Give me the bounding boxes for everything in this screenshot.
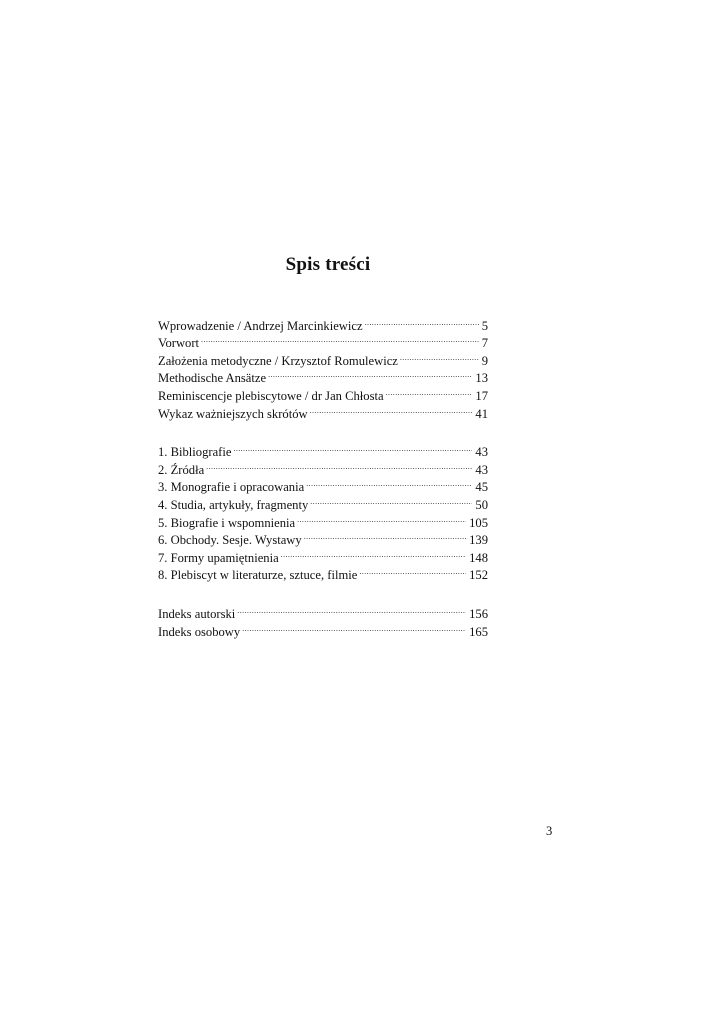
dot-leader bbox=[281, 544, 466, 562]
toc-entry-page: 9 bbox=[481, 353, 488, 368]
toc-entry-title: Indeks autorski bbox=[158, 606, 236, 621]
toc-entry-page: 43 bbox=[475, 445, 488, 460]
toc-entry-page: 5 bbox=[481, 318, 488, 333]
dot-leader bbox=[242, 618, 466, 636]
toc-entry-title: 7. Formy upamiętnienia bbox=[158, 550, 279, 565]
dot-leader bbox=[310, 491, 472, 509]
toc-entry-title: Vorwort bbox=[158, 336, 200, 351]
toc-entry-page: 13 bbox=[475, 371, 488, 386]
toc-entry-title: 2. Źródła bbox=[158, 462, 205, 477]
toc-entry-title: Reminiscencje plebiscytowe / dr Jan Chłosta bbox=[158, 388, 384, 403]
toc-group-introduction bbox=[158, 312, 488, 421]
dot-leader bbox=[201, 330, 479, 348]
dot-leader bbox=[268, 365, 472, 383]
dot-leader bbox=[206, 456, 472, 474]
dot-leader bbox=[233, 439, 472, 457]
toc-entry[interactable] bbox=[158, 600, 488, 621]
toc-group-chapters bbox=[158, 439, 488, 583]
toc-entry[interactable] bbox=[158, 439, 488, 460]
toc-entry[interactable] bbox=[158, 456, 488, 477]
dot-leader bbox=[304, 527, 466, 545]
toc-entry-page: 156 bbox=[469, 606, 488, 621]
toc-entry-page: 43 bbox=[475, 462, 488, 477]
toc-entry-title: Indeks osobowy bbox=[158, 624, 241, 639]
toc-entry[interactable] bbox=[158, 312, 488, 333]
toc-entry[interactable] bbox=[158, 474, 488, 495]
dot-leader bbox=[400, 347, 479, 365]
toc-entry-page: 45 bbox=[475, 480, 488, 495]
toc-entry[interactable] bbox=[158, 347, 488, 368]
toc-entry-title: 4. Studia, artykuły, fragmenty bbox=[158, 497, 309, 512]
toc-entry-page: 139 bbox=[469, 533, 488, 548]
toc-group-indexes bbox=[158, 600, 488, 639]
toc-entry-page: 152 bbox=[469, 568, 488, 583]
table-of-contents bbox=[158, 312, 488, 639]
dot-leader bbox=[310, 400, 473, 418]
dot-leader bbox=[365, 312, 479, 330]
toc-entry-page: 7 bbox=[481, 336, 488, 351]
page-title: Spis treści bbox=[285, 254, 371, 275]
toc-entry-page: 105 bbox=[469, 515, 488, 530]
dot-leader bbox=[297, 509, 466, 527]
dot-leader bbox=[237, 600, 466, 618]
toc-entry[interactable] bbox=[158, 330, 488, 351]
toc-entry-title: Wykaz ważniejszych skrótów bbox=[158, 406, 308, 421]
toc-entry-page: 165 bbox=[469, 624, 488, 639]
dot-leader bbox=[386, 382, 473, 400]
toc-entry-title: 8. Plebiscyt w literaturze, sztuce, filmie bbox=[158, 568, 358, 583]
toc-entry-title: 5. Biografie i wspomnienia bbox=[158, 515, 296, 530]
toc-entry-title: Założenia metodyczne / Krzysztof Romulewicz bbox=[158, 353, 398, 368]
toc-entry-page: 17 bbox=[475, 388, 488, 403]
toc-entry-page: 50 bbox=[475, 497, 488, 512]
toc-entry-title: Methodische Ansätze bbox=[158, 371, 267, 386]
toc-entry-title: 1. Bibliografie bbox=[158, 445, 232, 460]
toc-entry-title: 6. Obchody. Sesje. Wystawy bbox=[158, 533, 302, 548]
page-number: 3 bbox=[546, 824, 553, 838]
toc-entry-title: Wprowadzenie / Andrzej Marcinkiewicz bbox=[158, 318, 363, 333]
toc-entry-title: 3. Monografie i opracowania bbox=[158, 480, 305, 495]
toc-entry-page: 41 bbox=[475, 406, 488, 421]
dot-leader bbox=[359, 562, 466, 580]
dot-leader bbox=[306, 474, 472, 492]
toc-entry-page: 148 bbox=[469, 550, 488, 565]
